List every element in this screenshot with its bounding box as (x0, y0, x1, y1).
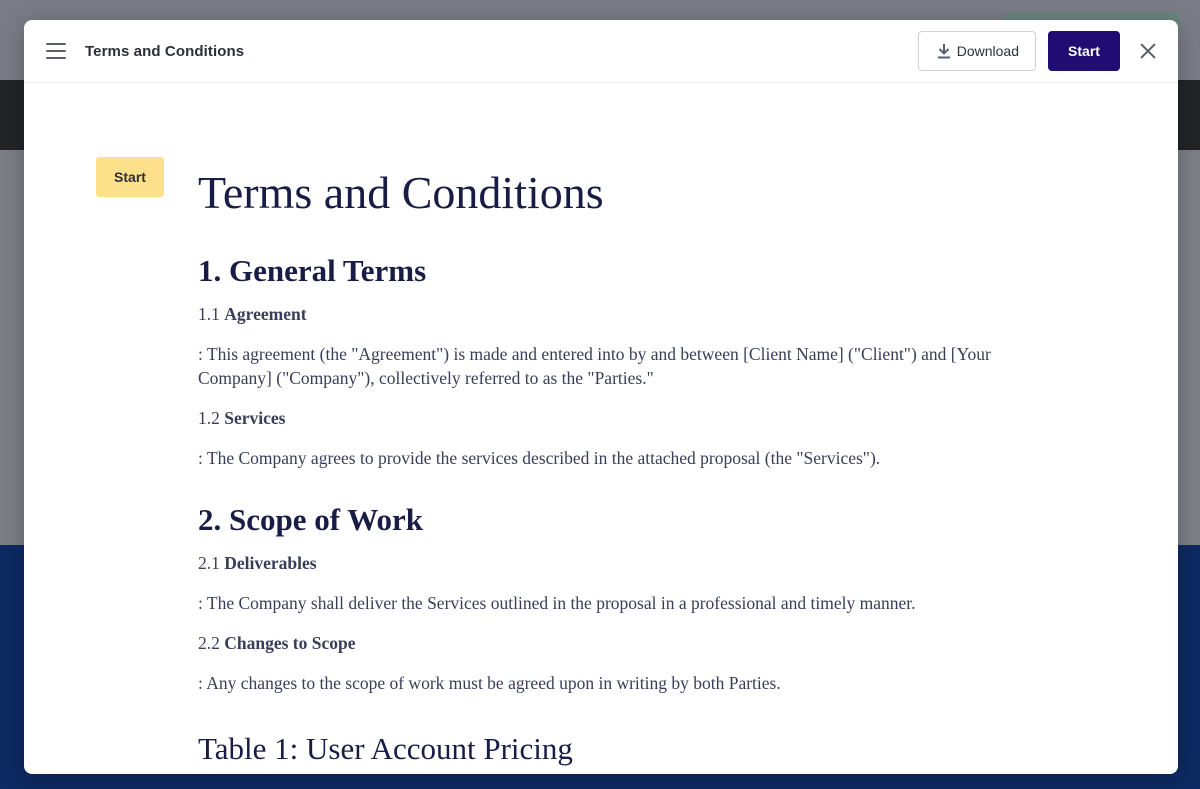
clause-text: : The Company shall deliver the Services outlined in the proposal in a professional and timely manner. (198, 593, 916, 613)
document-content (198, 163, 998, 769)
download-icon (937, 43, 951, 59)
clause-heading (198, 551, 998, 575)
clause-number: 1.2 (198, 408, 220, 428)
clause-title: Agreement (224, 304, 307, 324)
start-tag[interactable]: Start (96, 157, 164, 197)
clause-title: Deliverables (224, 553, 317, 573)
clause-text: : The Company agrees to provide the services described in the attached proposal (the "Services"). (198, 448, 881, 468)
document-modal (24, 20, 1178, 774)
download-label: Download (956, 43, 1019, 59)
modal-title: Terms and Conditions (85, 42, 245, 60)
clause-title: Services (224, 408, 286, 428)
hamburger-menu-icon[interactable] (46, 43, 66, 59)
modal-header (24, 20, 1178, 83)
section-heading: 1. General Terms (198, 253, 427, 288)
clause-heading (198, 302, 998, 326)
clause-heading (198, 631, 998, 655)
start-button[interactable]: Start (1048, 31, 1120, 71)
clause-text: : This agreement (the "Agreement") is made and entered into by and between [Client Name] ("Client") and [Your Company] ("Company"), collectively referred to as the "Parties." (198, 344, 991, 388)
clause-number: 1.1 (198, 304, 220, 324)
clause-title: Changes to Scope (224, 633, 356, 653)
close-icon[interactable] (1140, 43, 1156, 59)
clause-text: : Any changes to the scope of work must be agreed upon in writing by both Parties. (198, 673, 781, 693)
download-button[interactable] (918, 31, 1036, 71)
document-body (24, 83, 1178, 773)
document-title: Terms and Conditions (198, 167, 604, 218)
clause-heading (198, 406, 998, 430)
clause-number: 2.2 (198, 633, 220, 653)
section-heading: 2. Scope of Work (198, 502, 424, 537)
clause-number: 2.1 (198, 553, 220, 573)
table-title: Table 1: User Account Pricing (198, 731, 573, 766)
